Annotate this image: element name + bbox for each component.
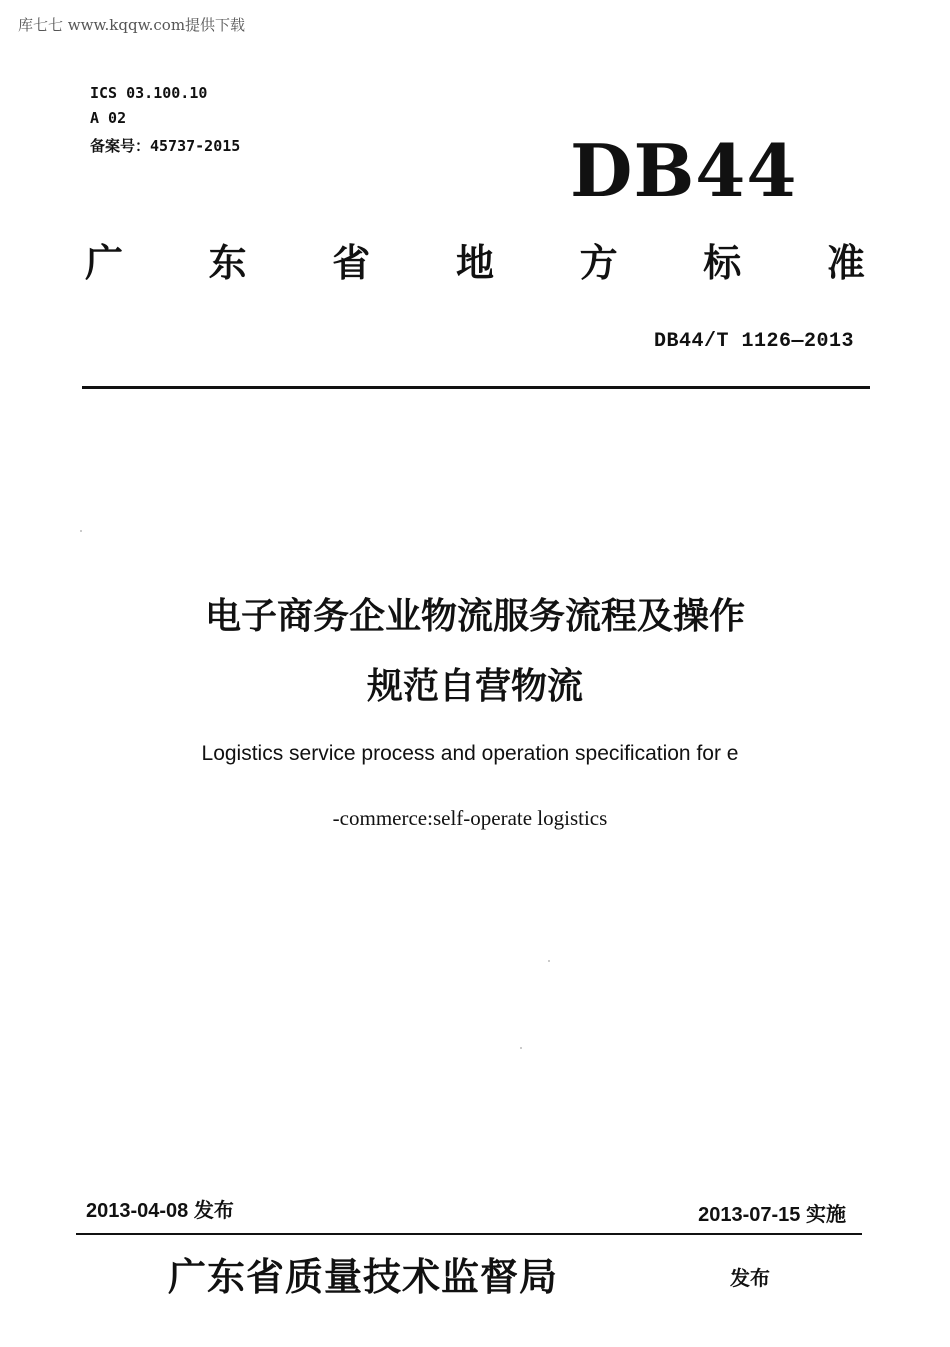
title-en-line2: -commerce:self-operate logistics: [332, 806, 608, 830]
standard-type-char: 省: [332, 241, 371, 285]
issuer-name: 广东省质量技术监督局: [168, 1254, 559, 1299]
standard-type-char: 标: [703, 241, 742, 285]
ccs-code: A 02: [90, 109, 127, 127]
standard-type-char: 东: [208, 241, 247, 285]
standard-type-char: 准: [826, 241, 865, 285]
issue-date: 2013-04-08 发布: [86, 1200, 234, 1222]
standard-type-char: 地: [455, 241, 494, 285]
scan-speck: [520, 1047, 522, 1049]
top-divider: [82, 386, 870, 389]
bottom-divider: [76, 1233, 862, 1235]
title-cn-line2: 规范自营物流: [366, 666, 583, 707]
scan-speck: [548, 960, 550, 962]
standard-number: DB44/T 1126—2013: [653, 330, 854, 353]
effective-date: 2013-07-15 实施: [698, 1204, 846, 1226]
title-en-line1: Logistics service process and operation specification for e: [201, 742, 739, 765]
standard-type-heading: [80, 232, 870, 287]
ics-code: ICS 03.100.10: [90, 84, 208, 102]
issuer-suffix: 发布: [730, 1266, 770, 1290]
db-code-logo: DB44: [570, 128, 798, 213]
standard-type-char: 方: [579, 241, 618, 285]
standard-type-char: 广: [84, 241, 123, 285]
record-number: 备案号：45737-2015: [90, 137, 241, 155]
title-cn-line1: 电子商务企业物流服务流程及操作: [204, 596, 745, 637]
watermark-text: 库七七 www.kqqw.com提供下载: [18, 16, 246, 34]
scan-speck: [80, 530, 82, 532]
